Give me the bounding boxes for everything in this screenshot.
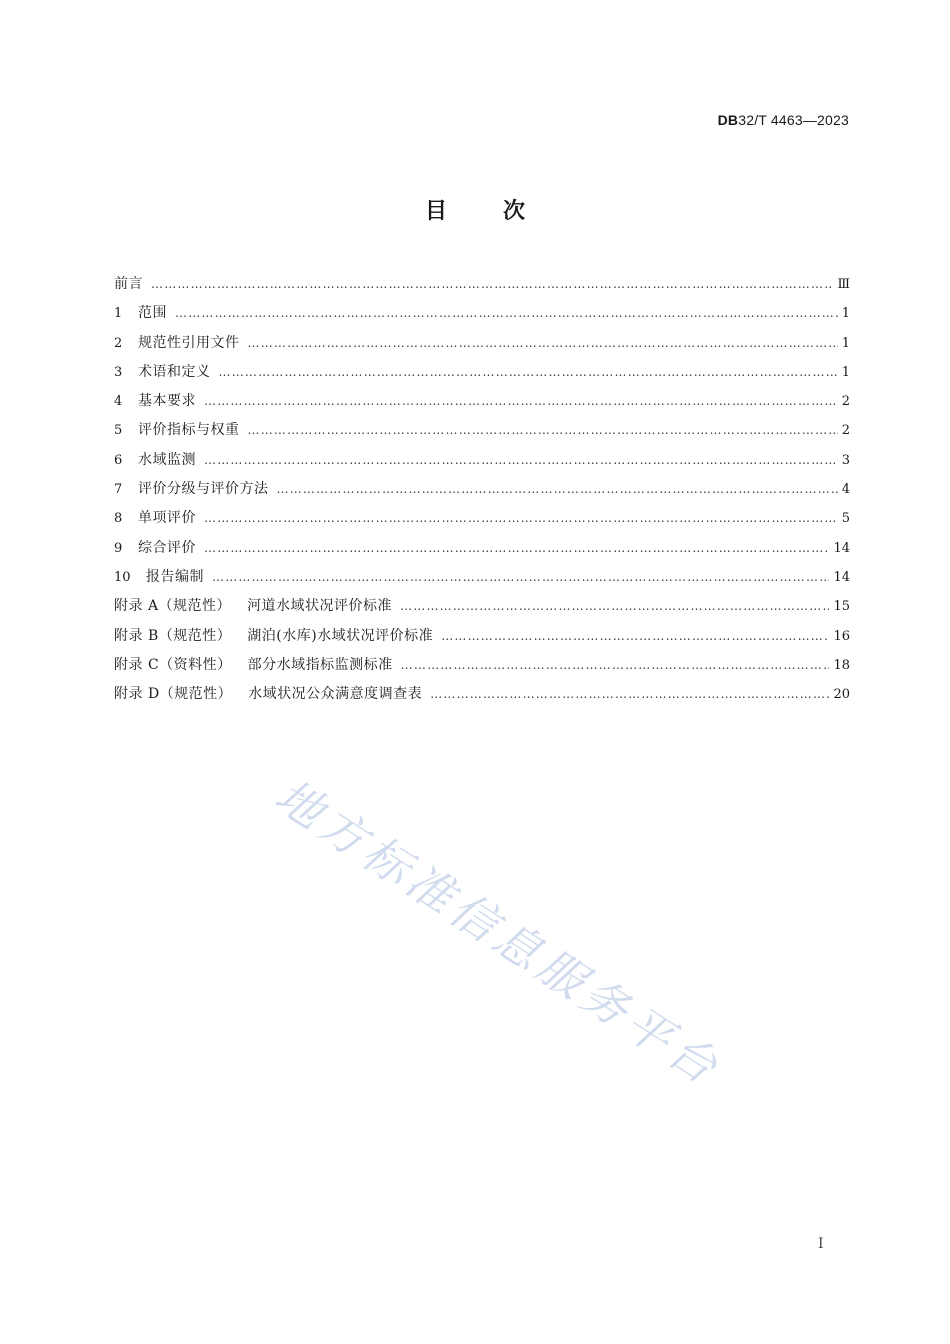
appendix-title: 湖泊(水库)水域状况评价标准 (247, 627, 434, 644)
toc-page-number: 1 (841, 335, 850, 351)
toc-page-number: 20 (833, 687, 850, 703)
toc-leader-dots (212, 565, 829, 589)
toc-entry-text (114, 594, 392, 618)
toc-leader-dots (401, 653, 830, 677)
toc-row-appendix-c[interactable] (114, 653, 850, 682)
toc-entry-text: 报告编制 (146, 568, 204, 585)
toc-page-number: 2 (841, 423, 850, 439)
toc-row-5[interactable] (114, 418, 850, 447)
toc-row-3[interactable] (114, 360, 850, 389)
toc-row-2[interactable] (114, 331, 850, 360)
toc-page-number: 1 (841, 306, 850, 322)
toc-leader-dots (204, 536, 829, 560)
toc-page-number: 18 (833, 657, 850, 673)
toc-entry-text: 前言 (114, 276, 143, 292)
toc-entry-text: 范围 (138, 305, 167, 322)
toc-section-number: 10 (114, 569, 131, 585)
toc-section-number: 1 (114, 306, 123, 322)
toc-leader-dots (277, 477, 838, 501)
toc-section-number: 4 (114, 394, 123, 410)
toc-entry-text: 规范性引用文件 (138, 334, 240, 351)
toc-leader-dots (430, 682, 829, 706)
toc-leader-dots (400, 594, 829, 618)
standard-code (718, 112, 849, 128)
toc-row-appendix-a[interactable] (114, 594, 850, 623)
toc-row-8[interactable] (114, 506, 850, 535)
toc-leader-dots (175, 301, 838, 325)
toc-entry-text (114, 653, 393, 677)
appendix-title: 部分水域指标监测标准 (247, 656, 393, 673)
standard-code-prefix: DB (717, 112, 739, 128)
toc-leader-dots (204, 506, 838, 530)
appendix-title: 水域状况公众满意度调查表 (248, 686, 423, 703)
toc-row-appendix-d[interactable] (114, 682, 850, 711)
toc-page-number: 2 (841, 394, 850, 410)
toc-row-9[interactable] (114, 536, 850, 565)
toc-row-appendix-b[interactable] (114, 624, 850, 653)
appendix-title: 河道水域状况评价标准 (247, 598, 393, 615)
toc-page-number: 1 (841, 364, 850, 380)
toc-entry-text (114, 624, 433, 648)
toc-page-number: 3 (841, 452, 850, 468)
toc-row-7[interactable] (114, 477, 850, 506)
toc-page-number: 5 (841, 511, 850, 527)
toc-entry-text: 评价指标与权重 (138, 422, 240, 439)
appendix-label: 附录 B（规范性） (114, 627, 232, 644)
toc-row-6[interactable] (114, 448, 850, 477)
toc-entry-text: 单项评价 (138, 510, 196, 527)
appendix-label: 附录 C（资料性） (114, 656, 232, 673)
toc-section-number: 8 (114, 511, 123, 527)
toc-leader-dots (204, 389, 838, 413)
toc-entry-text: 评价分级与评价方法 (138, 481, 269, 498)
toc-row-10[interactable] (114, 565, 850, 594)
toc-section-number: 5 (114, 423, 123, 439)
toc-leader-dots (151, 272, 833, 296)
toc-section-number: 7 (114, 482, 123, 498)
toc-page-number: 14 (833, 540, 850, 556)
toc-page-number: 15 (833, 599, 850, 615)
toc-row-4[interactable] (114, 389, 850, 418)
toc-page-number: 14 (833, 569, 850, 585)
toc-leader-dots (248, 418, 838, 442)
toc-entry-text: 综合评价 (138, 539, 196, 556)
toc-entry-text (114, 682, 422, 706)
toc-page-number: Ⅲ (837, 277, 850, 292)
appendix-label: 附录 A（规范性） (114, 598, 232, 615)
toc-entry-text: 基本要求 (138, 393, 196, 410)
toc-page-number: 16 (833, 628, 850, 644)
toc-row-foreword[interactable] (114, 272, 850, 301)
toc-leader-dots (248, 331, 838, 355)
toc-section-number: 6 (114, 452, 123, 468)
toc-entry-text: 术语和定义 (138, 363, 211, 380)
table-of-contents (114, 272, 850, 711)
toc-entry-text: 水域监测 (138, 451, 196, 468)
toc-section-number: 3 (114, 364, 123, 380)
toc-section-number: 2 (114, 335, 123, 351)
toc-leader-dots (441, 624, 829, 648)
page-number: I (818, 1236, 824, 1252)
toc-row-1[interactable] (114, 301, 850, 330)
toc-leader-dots (219, 360, 838, 384)
toc-title: 目次 (424, 199, 581, 224)
appendix-label: 附录 D（规范性） (114, 686, 233, 703)
toc-section-number: 9 (114, 540, 123, 556)
watermark: 地方标准信息服务平台 (265, 768, 732, 1097)
toc-page-number: 4 (841, 482, 850, 498)
toc-leader-dots (204, 448, 838, 472)
standard-code-number: 32/T 4463—2023 (738, 112, 849, 128)
